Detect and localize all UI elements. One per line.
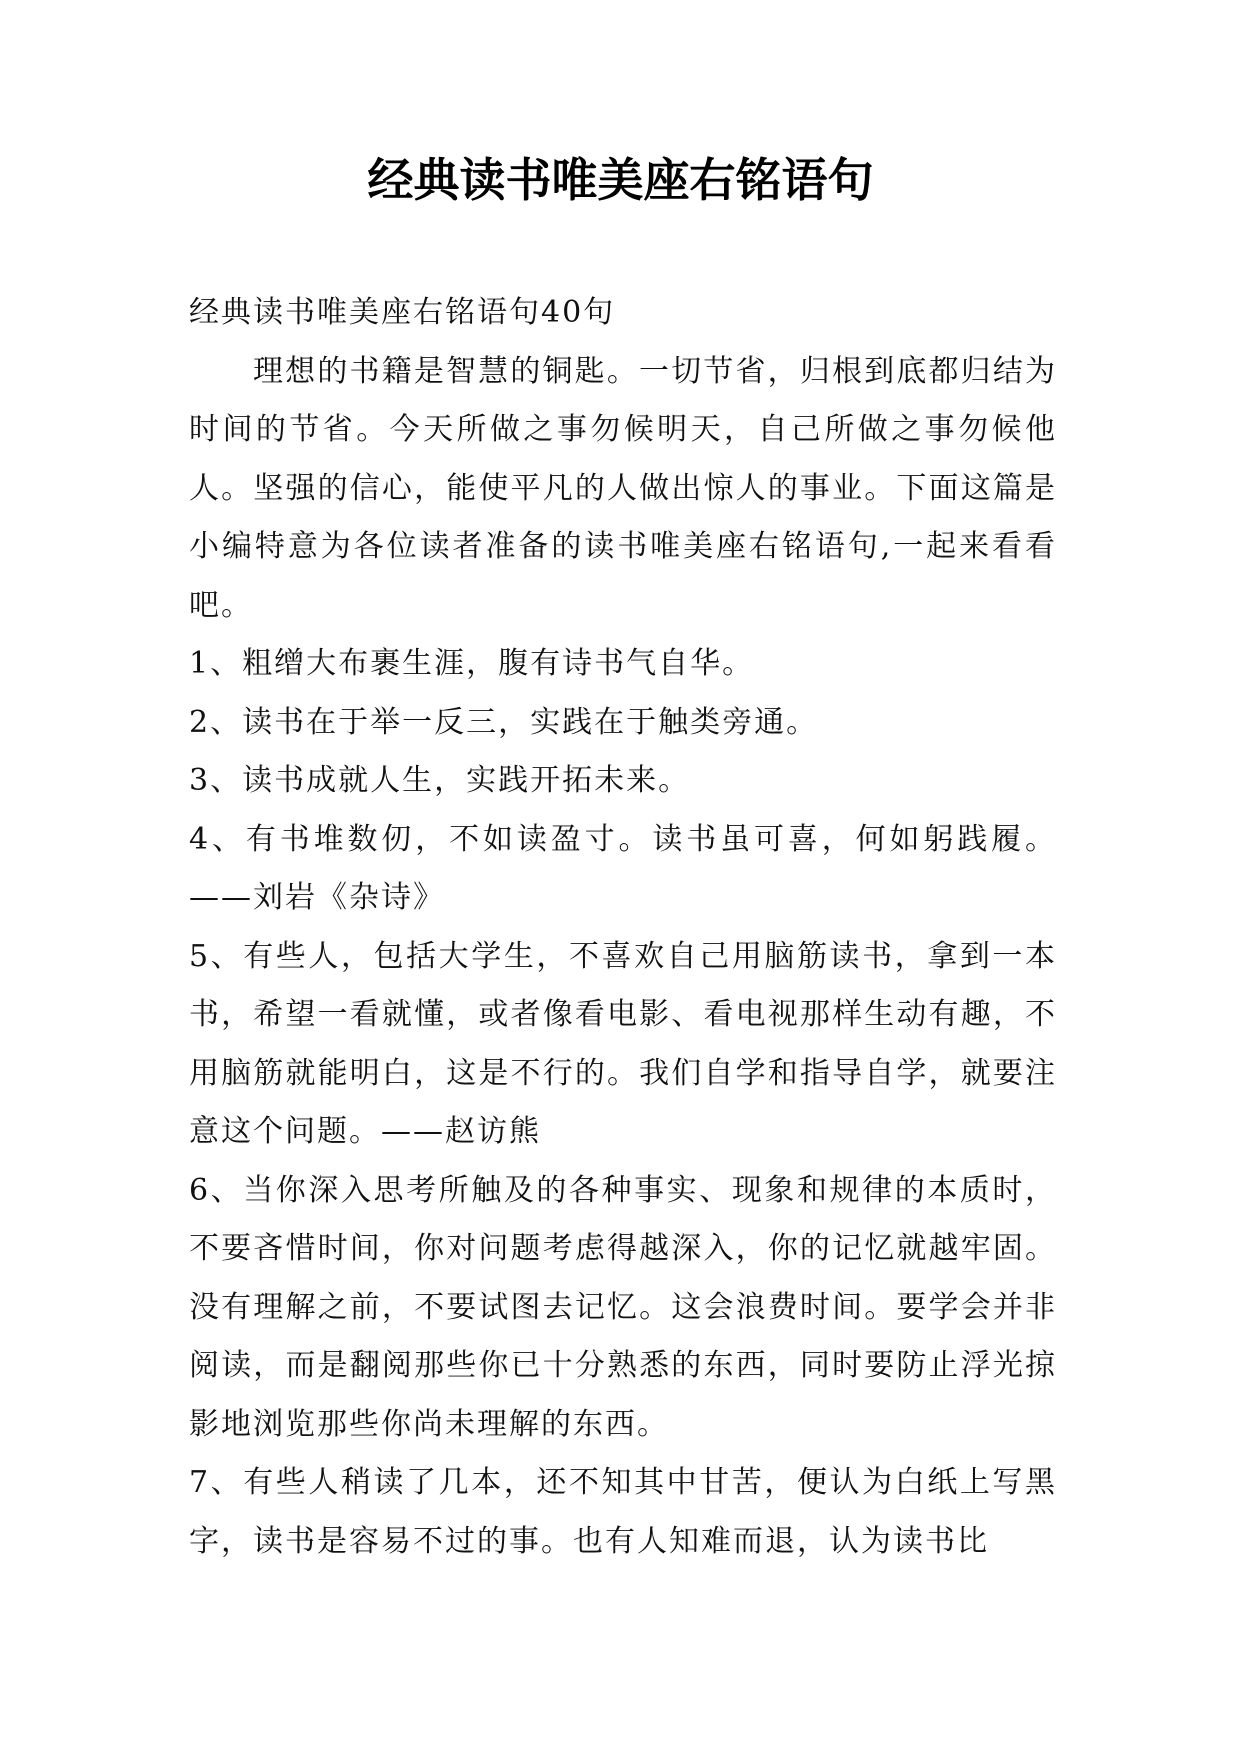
document-body xyxy=(189,284,1057,1571)
quote-item-1: 1、粗缯大布裹生涯，腹有诗书气自华。 xyxy=(189,646,755,681)
document-title: 经典读书唯美座右铭语句 xyxy=(367,153,874,207)
quote-item-4: 4、有书堆数仞，不如读盈寸。读书虽可喜，何如躬践履。——刘岩《杂诗》 xyxy=(189,821,1057,915)
quote-item-7: 7、有些人稍读了几本，还不知其中甘苦，便认为白纸上写黑字，读书是容易不过的事。也有人知难而退，认为读书比 xyxy=(189,1465,1057,1559)
document-subtitle: 经典读书唯美座右铭语句40句 xyxy=(189,295,616,330)
quote-item-3: 3、读书成就人生，实践开拓未来。 xyxy=(189,763,691,798)
quote-item-5: 5、有些人，包括大学生，不喜欢自己用脑筋读书，拿到一本书，希望一看就懂，或者像看电影、看电视那样生动有趣，不用脑筋就能明白，这是不行的。我们自学和指导自学，就要注意这个问题。——赵访熊 xyxy=(189,938,1057,1149)
quote-item-6: 6、当你深入思考所触及的各种事实、现象和规律的本质时，不要吝惜时间，你对问题考虑得越深入，你的记忆就越牢固。没有理解之前，不要试图去记忆。这会浪费时间。要学会并非阅读，而是翻阅那些你已十分熟悉的东西，同时要防止浮光掠影地浏览那些你尚未理解的东西。 xyxy=(189,1172,1057,1442)
quote-item-2: 2、读书在于举一反三，实践在于触类旁通。 xyxy=(189,704,819,740)
intro-paragraph: 理想的书籍是智慧的铜匙。一切节省，归根到底都归结为时间的节省。今天所做之事勿候明天，自己所做之事勿候他人。坚强的信心，能使平凡的人做出惊人的事业。下面这篇是小编特意为各位读者准备的读书唯美座右铭语句,一起来看看吧。 xyxy=(189,353,1057,623)
